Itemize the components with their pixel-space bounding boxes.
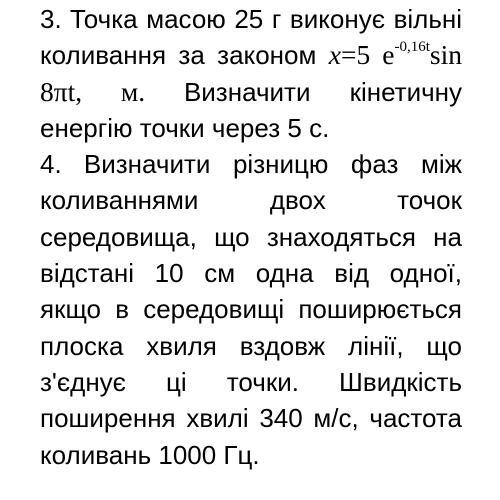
problem-4 — [40, 146, 462, 473]
problem-3-text — [40, 1, 462, 146]
problem-4-number: 4. — [40, 149, 62, 180]
document-page — [40, 1, 462, 473]
formula-coefficient: =5 e — [340, 39, 395, 71]
formula-function: sin — [429, 39, 462, 71]
problem-3-question: Визначити кінетичну енергію точки через 5 с. — [40, 76, 463, 143]
formula-unit: м. — [120, 75, 146, 107]
formula-exponent: -0,16t — [394, 39, 430, 56]
problem-4-text — [40, 146, 462, 473]
problem-3 — [40, 1, 462, 146]
problem-4-body: Визначити різницю фаз між коливаннями двох точок середовища, що знаходяться на відстані 10 см одна від одної, якщо в середовищі поширюється плоска хвиля вздовж лінії, що з'єднує ці точки. Швидкість поширення хвилі 340 м/с, частота коливань 1000 Гц. — [40, 149, 462, 470]
formula-argument: 8πt, — [40, 75, 83, 107]
problem-3-intro: Точка масою 25 г виконує вільні коливання за законом — [40, 4, 463, 71]
formula-variable: x — [328, 39, 341, 71]
problem-3-number: 3. — [40, 4, 62, 34]
